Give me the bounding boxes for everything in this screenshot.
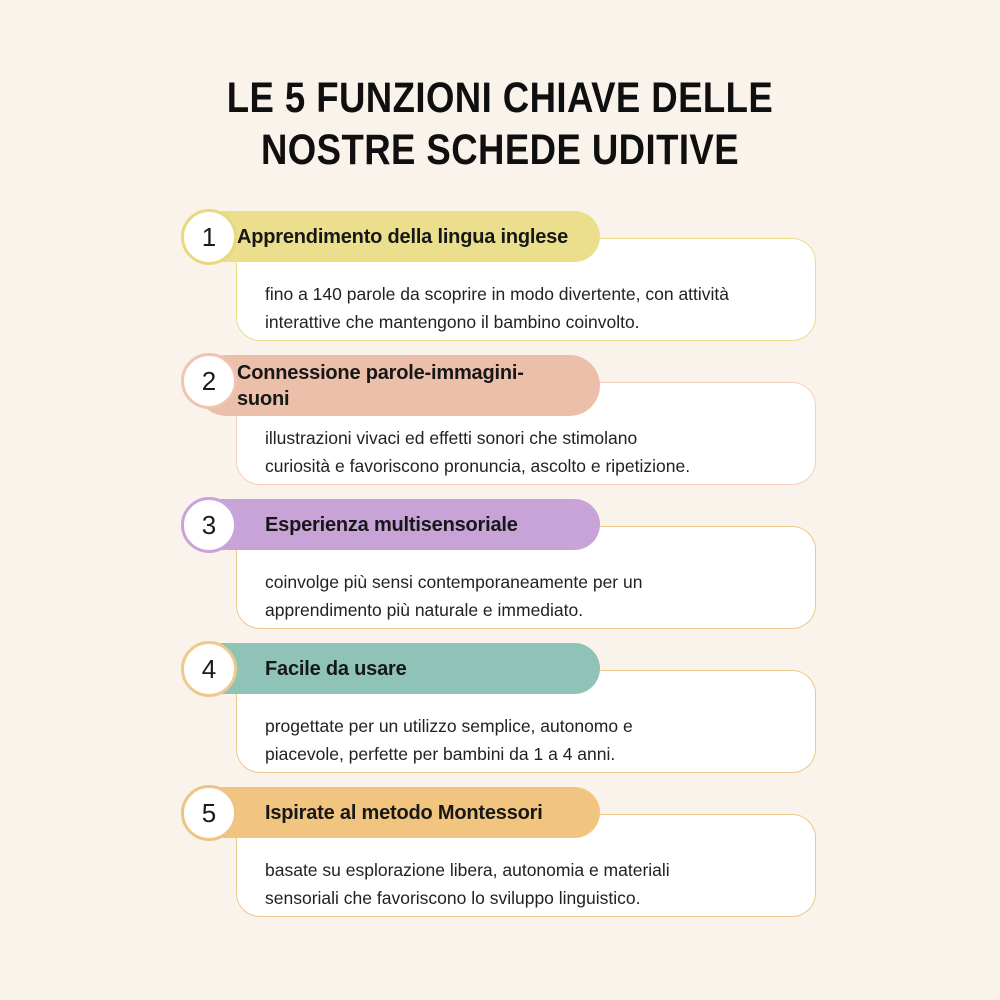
heading-line: Facile da usare — [265, 657, 407, 680]
feature-item-3 — [0, 499, 1000, 643]
heading-line: Connessione parole-immagini- — [237, 361, 524, 384]
feature-description-3 — [265, 568, 809, 624]
heading-line: Esperienza multisensoriale — [265, 513, 518, 536]
feature-item-2 — [0, 355, 1000, 499]
heading-line: Ispirate al metodo Montessori — [265, 801, 543, 824]
page-title — [75, 72, 925, 176]
feature-heading-1 — [196, 224, 568, 250]
number-badge-2 — [181, 353, 237, 409]
feature-description-5 — [265, 856, 809, 912]
number-label-2: 2 — [201, 365, 217, 396]
feature-description-4 — [265, 712, 809, 768]
heading-line: suoni — [237, 387, 290, 410]
description-line: fino a 140 parole da scoprire in modo divertente, con attività — [265, 284, 730, 304]
feature-heading-pill-5 — [196, 787, 600, 838]
feature-item-5 — [0, 787, 1000, 931]
heading-line: Apprendimento della lingua inglese — [237, 225, 569, 248]
feature-heading-pill-1 — [196, 211, 600, 262]
number-badge-1 — [181, 209, 237, 265]
page-title-line-1: LE 5 FUNZIONI CHIAVE DELLE — [226, 74, 774, 122]
description-line: basate su esplorazione libera, autonomia e materiali — [265, 860, 670, 880]
description-line: apprendimento più naturale e immediato. — [265, 600, 584, 620]
description-line: coinvolge più sensi contemporaneamente per un — [265, 572, 643, 592]
feature-heading-pill-3 — [196, 499, 600, 550]
feature-heading-pill-2 — [196, 355, 600, 416]
description-line: illustrazioni vivaci ed effetti sonori che stimolano — [265, 428, 638, 448]
description-line: progettate per un utilizzo semplice, autonomo e — [265, 716, 633, 736]
number-label-3: 3 — [201, 509, 217, 540]
feature-heading-5 — [196, 800, 543, 826]
number-badge-4 — [181, 641, 237, 697]
number-label-4: 4 — [201, 653, 217, 684]
description-line: curiosità e favoriscono pronuncia, ascolto e ripetizione. — [265, 456, 691, 476]
feature-heading-pill-4 — [196, 643, 600, 694]
feature-heading-3 — [196, 512, 518, 538]
description-line: sensoriali che favoriscono lo sviluppo linguistico. — [265, 888, 641, 908]
feature-item-4 — [0, 643, 1000, 787]
feature-description-1 — [265, 280, 809, 336]
number-label-5: 5 — [201, 797, 217, 828]
number-badge-5 — [181, 785, 237, 841]
description-line: interattive che mantengono il bambino coinvolto. — [265, 312, 640, 332]
feature-description-2 — [265, 424, 809, 480]
page-title-line-2: NOSTRE SCHEDE UDITIVE — [260, 126, 740, 174]
description-line: piacevole, perfette per bambini da 1 a 4 anni. — [265, 744, 616, 764]
number-label-1: 1 — [201, 221, 217, 252]
feature-heading-2 — [196, 360, 524, 412]
feature-item-1 — [0, 211, 1000, 355]
number-badge-3 — [181, 497, 237, 553]
